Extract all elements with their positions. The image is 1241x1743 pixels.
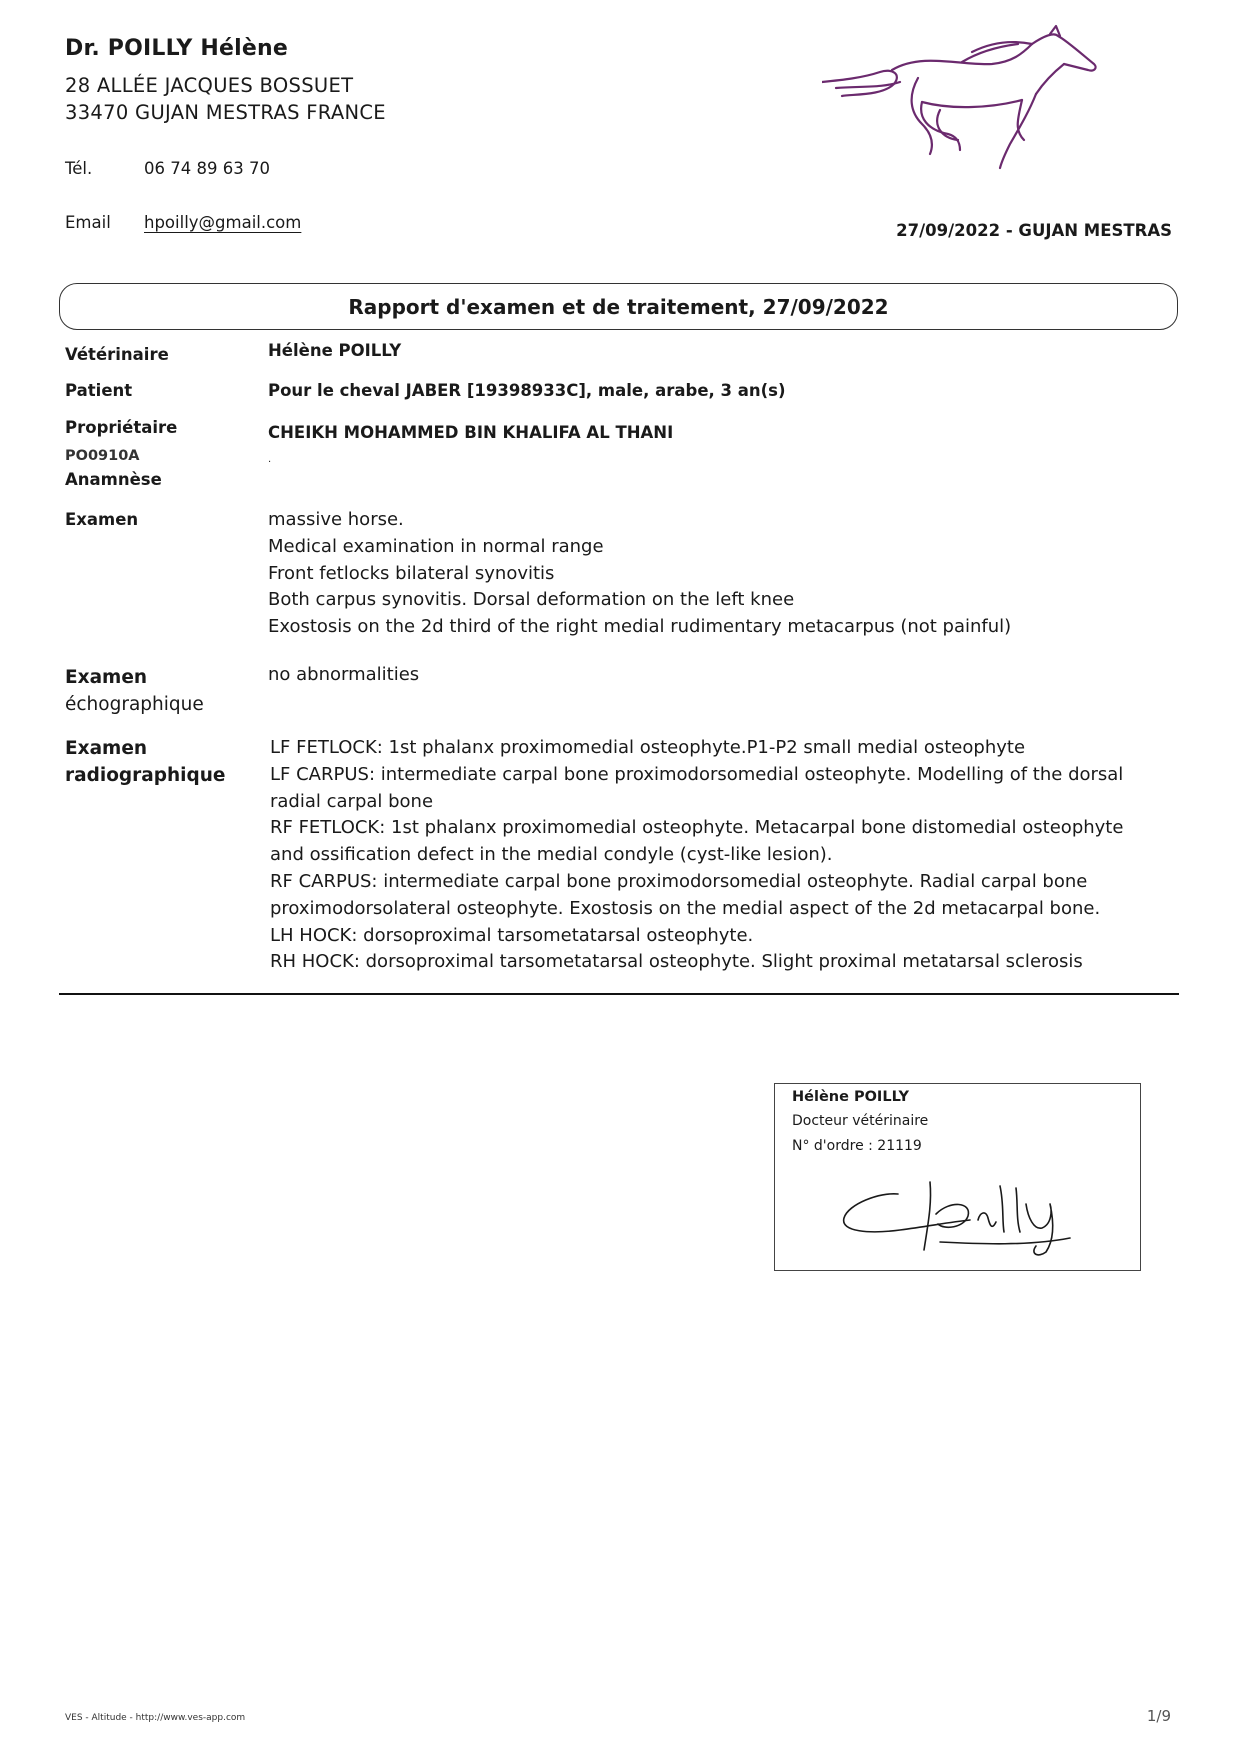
proprietaire-label: Propriétaire xyxy=(65,418,178,437)
examen-label: Examen xyxy=(65,510,139,529)
examen-text xyxy=(268,507,1011,641)
radio-line: radial carpal bone xyxy=(270,790,434,812)
proprietaire-value: CHEIKH MOHAMMED BIN KHALIFA AL THANI xyxy=(268,423,674,442)
handwritten-signature xyxy=(840,1174,1080,1259)
report-title-box xyxy=(59,283,1178,330)
address-line-1: 28 ALLÉE JACQUES BOSSUET xyxy=(65,74,354,97)
radio-line: RF CARPUS: intermediate carpal bone proximodorsomedial osteophyte. Radial carpal bone xyxy=(270,870,1088,892)
section-divider xyxy=(59,993,1179,995)
tel-value: 06 74 89 63 70 xyxy=(144,159,270,178)
examen-line: Medical examination in normal range xyxy=(268,535,604,557)
footer-software: VES - Altitude - http://www.ves-app.com xyxy=(65,1713,246,1723)
horse-logo-icon xyxy=(822,22,1122,172)
radio-line: LH HOCK: dorsoproximal tarsometatarsal osteophyte. xyxy=(270,924,754,946)
patient-value: Pour le cheval JABER [19398933C], male, arabe, 3 an(s) xyxy=(268,381,786,400)
signature-box xyxy=(774,1083,1141,1271)
veterinaire-value: Hélène POILLY xyxy=(268,341,402,360)
echo-label-line-1: Examen xyxy=(65,667,148,688)
examen-line: massive horse. xyxy=(268,509,404,530)
report-date-place: 27/09/2022 - GUJAN MESTRAS xyxy=(896,221,1172,240)
radio-text xyxy=(270,735,1162,976)
radio-line: proximodorsolateral osteophyte. Exostosis on the medial aspect of the 2d metacarpal bone. xyxy=(270,897,1101,919)
radio-line: RF FETLOCK: 1st phalanx proximomedial osteophyte. Metacarpal bone distomedial osteophyte xyxy=(270,817,1124,839)
signature-title: Docteur vétérinaire xyxy=(792,1113,929,1129)
owner-code: PO0910A xyxy=(65,448,140,464)
email-link[interactable]: hpoilly@gmail.com xyxy=(144,213,302,232)
radio-label xyxy=(65,735,225,789)
radio-label-line-1: Examen xyxy=(65,738,148,759)
vet-name: Dr. POILLY Hélène xyxy=(65,36,288,61)
radio-line: and ossification defect in the medial condyle (cyst-like lesion). xyxy=(270,844,833,866)
patient-label: Patient xyxy=(65,381,133,400)
echo-label-line-2: échographique xyxy=(65,694,204,715)
radio-line: LF CARPUS: intermediate carpal bone proximodorsomedial osteophyte. Modelling of the dorsal xyxy=(270,763,1124,785)
radio-label-line-2: radiographique xyxy=(65,765,226,786)
anamnese-label: Anamnèse xyxy=(65,470,162,489)
anamnese-value: . xyxy=(268,454,272,465)
radio-line: RH HOCK: dorsoproximal tarsometatarsal osteophyte. Slight proximal metatarsal sclerosis xyxy=(270,951,1083,973)
signature-ordre: N° d'ordre : 21119 xyxy=(792,1138,922,1154)
address-line-2: 33470 GUJAN MESTRAS FRANCE xyxy=(65,101,386,124)
echo-value: no abnormalities xyxy=(268,664,420,685)
page-number: 1/9 xyxy=(1146,1707,1171,1725)
radio-line: LF FETLOCK: 1st phalanx proximomedial osteophyte.P1-P2 small medial osteophyte xyxy=(270,737,1026,758)
examen-line: Exostosis on the 2d third of the right medial rudimentary metacarpus (not painful) xyxy=(268,616,1012,638)
echo-label xyxy=(65,664,204,718)
email-label: Email xyxy=(65,213,111,232)
veterinaire-label: Vétérinaire xyxy=(65,345,169,364)
report-title: Rapport d'examen et de traitement, 27/09/2022 xyxy=(348,294,889,319)
signature-name: Hélène POILLY xyxy=(792,1089,910,1105)
examen-line: Front fetlocks bilateral synovitis xyxy=(268,562,555,584)
tel-label: Tél. xyxy=(65,159,93,178)
examen-line: Both carpus synovitis. Dorsal deformation on the left knee xyxy=(268,589,795,611)
